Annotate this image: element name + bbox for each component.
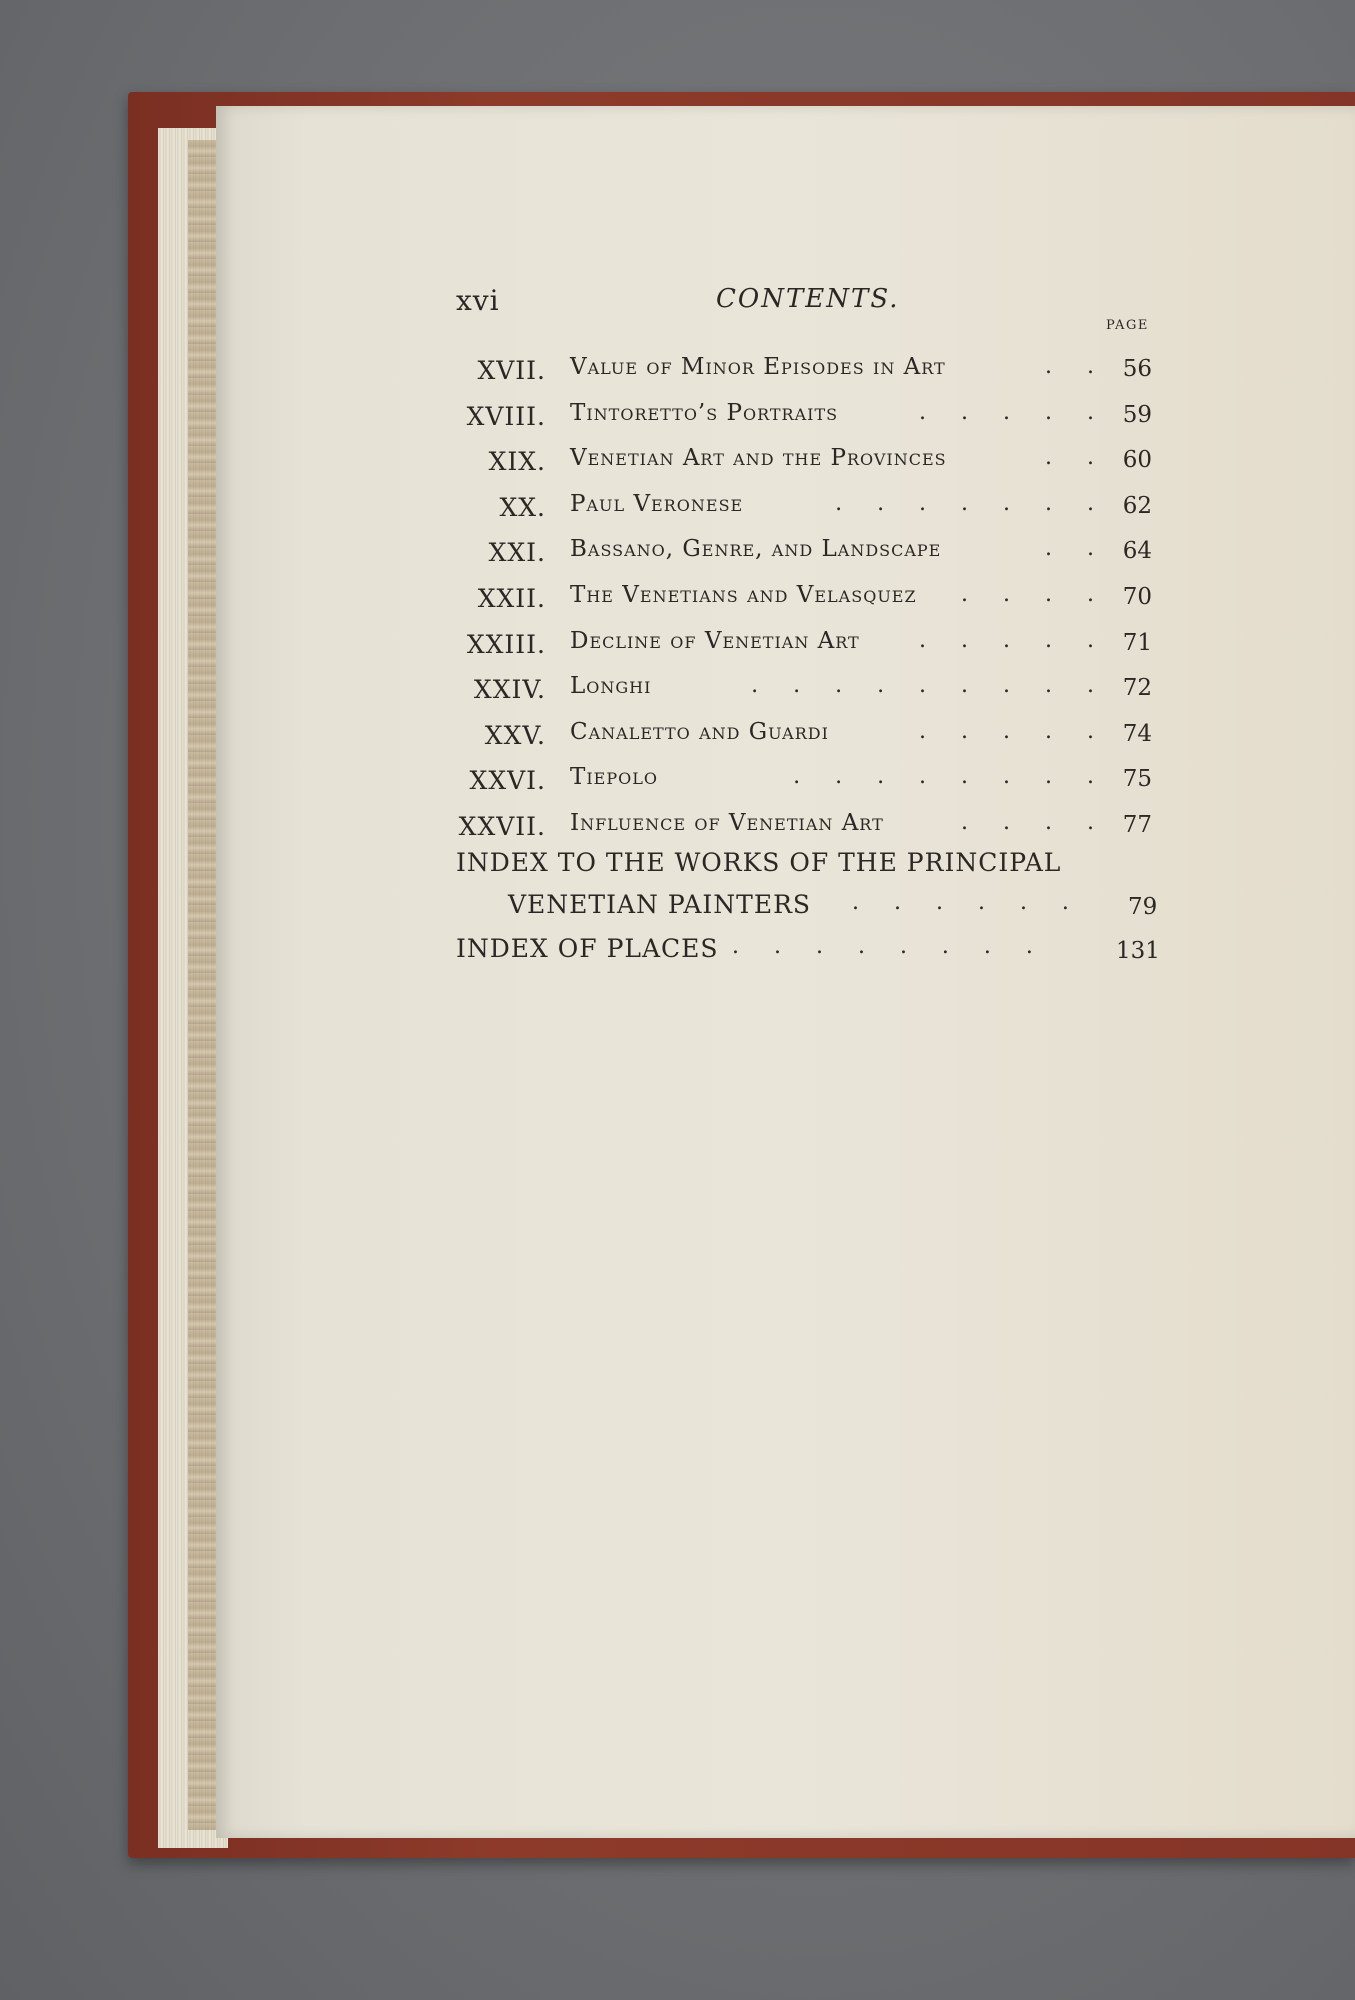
chapter-title: Venetian Art and the Provinces — [570, 445, 947, 472]
toc-row — [440, 760, 1160, 806]
leader-dots: . . . . . . . . — [732, 934, 1047, 959]
leader-dots: . . . . . . . . — [793, 764, 1108, 790]
chapter-title: Decline of Venetian Art — [570, 627, 860, 654]
index-works-subtitle: VENETIAN PAINTERS — [508, 890, 812, 919]
page-column-label: PAGE — [1106, 318, 1149, 333]
toc-row — [440, 396, 1160, 442]
chapter-number: XIX. — [488, 447, 546, 477]
chapter-number: XXI. — [488, 538, 546, 568]
leader-dots: . . . . — [961, 581, 1108, 607]
page-edge-stain — [188, 140, 218, 1830]
index-places-title: INDEX OF PLACES — [456, 934, 719, 963]
chapter-title: Longhi — [570, 673, 652, 700]
toc-row — [440, 806, 1160, 852]
chapter-number: XXII. — [477, 583, 546, 613]
toc-row — [440, 715, 1160, 761]
chapter-number: XXVI. — [469, 766, 546, 796]
chapter-number: XXIV. — [473, 675, 546, 705]
chapter-page: 72 — [1122, 675, 1152, 702]
chapter-number: XXV. — [484, 720, 546, 750]
index-works-title: INDEX TO THE WORKS OF THE PRINCIPAL — [456, 848, 1062, 877]
chapter-page: 70 — [1122, 583, 1152, 610]
leader-dots: . . . . — [961, 809, 1108, 835]
chapter-page: 74 — [1122, 720, 1152, 747]
leader-dots: . . . . . — [919, 399, 1108, 425]
chapter-page: 62 — [1122, 492, 1152, 519]
toc-row — [440, 624, 1160, 670]
chapter-title: Canaletto and Guardi — [570, 718, 829, 745]
leader-dots: . . — [1045, 354, 1108, 379]
leader-dots: . . . . . — [919, 627, 1108, 653]
chapter-number: XVIII. — [466, 401, 546, 431]
chapter-title: Tiepolo — [570, 764, 658, 791]
leader-dots: . . . . . — [919, 718, 1108, 744]
page-number: xvi — [456, 284, 500, 317]
chapter-title: Bassano, Genre, and Landscape — [570, 536, 942, 563]
chapter-title: Value of Minor Episodes in Art — [570, 354, 946, 380]
chapter-title: Paul Veronese — [570, 490, 744, 517]
leader-dots: . . . . . . — [852, 890, 1083, 915]
page-title: CONTENTS. — [716, 284, 900, 314]
leader-dots: . . . . . . . . . — [751, 673, 1108, 699]
chapter-page: 71 — [1122, 629, 1152, 656]
chapter-page: 59 — [1122, 401, 1152, 428]
table-of-contents — [440, 350, 1160, 852]
chapter-page: 64 — [1122, 538, 1152, 565]
index-works-page: 79 — [1128, 894, 1158, 920]
chapter-number: XXIII. — [466, 629, 546, 659]
chapter-page: 75 — [1122, 766, 1152, 793]
toc-row — [440, 350, 1160, 396]
chapter-number: XVII. — [477, 356, 546, 385]
index-places-page: 131 — [1116, 938, 1160, 964]
chapter-page: 60 — [1122, 447, 1152, 474]
toc-row — [440, 532, 1160, 578]
toc-row — [440, 441, 1160, 487]
toc-row — [440, 669, 1160, 715]
chapter-title: The Venetians and Velasquez — [570, 581, 917, 608]
leader-dots: . . — [1045, 536, 1108, 562]
leader-dots: . . — [1045, 445, 1108, 471]
toc-row — [440, 578, 1160, 624]
chapter-number: XXVII. — [458, 811, 546, 841]
chapter-title: Influence of Venetian Art — [570, 809, 884, 836]
leader-dots: . . . . . . . — [835, 490, 1108, 516]
chapter-title: Tintoretto’s Portraits — [570, 399, 839, 426]
chapter-page: 77 — [1122, 811, 1152, 838]
chapter-page: 56 — [1122, 356, 1152, 382]
chapter-number: XX. — [499, 492, 546, 522]
toc-row — [440, 487, 1160, 533]
